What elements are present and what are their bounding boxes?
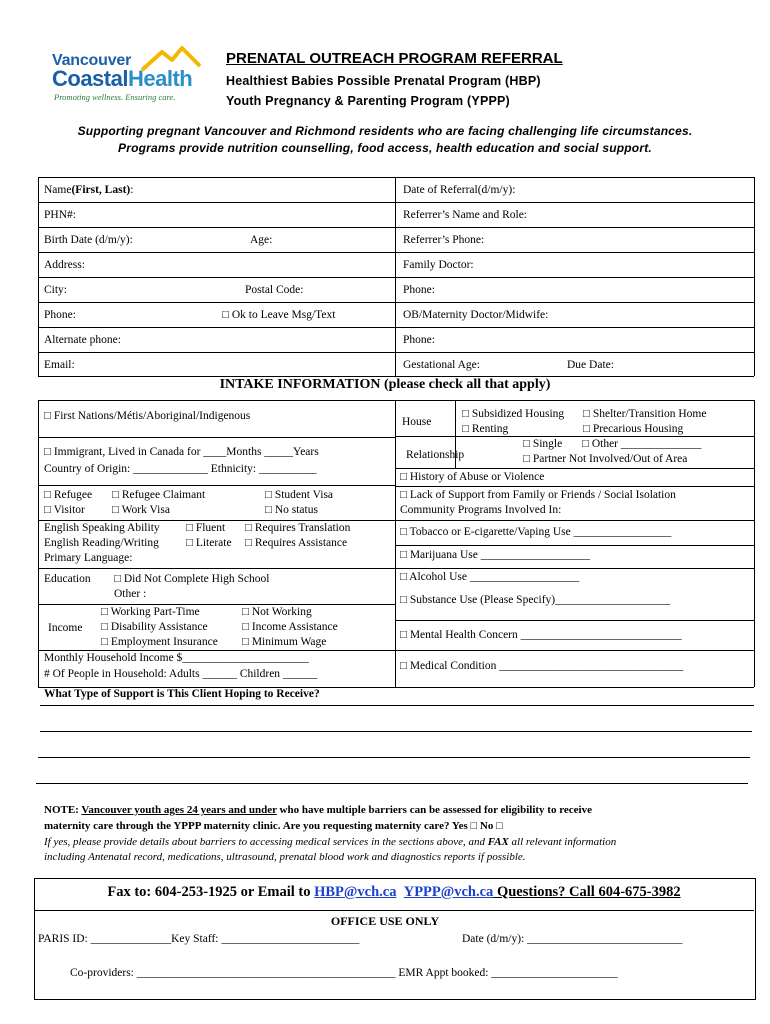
tobacco-checkbox[interactable]: □ Tobacco or E-cigarette/Vaping Use _________________ <box>400 526 672 538</box>
lack-support-checkbox[interactable]: □ Lack of Support from Family or Friends / Social Isolation <box>400 489 676 501</box>
referral-date-field[interactable]: Date of Referral(d/m/y): <box>403 184 516 196</box>
ob-phone-field[interactable]: Phone: <box>403 334 435 346</box>
age-field[interactable]: Age: <box>250 234 273 246</box>
disability-assistance-checkbox[interactable]: □ Disability Assistance <box>101 621 208 633</box>
employment-insurance-checkbox[interactable]: □ Employment Insurance <box>101 636 218 648</box>
did-not-complete-checkbox[interactable]: □ Did Not Complete High School <box>114 573 270 585</box>
working-part-time-checkbox[interactable]: □ Working Part-Time <box>101 606 200 618</box>
primary-language-field[interactable]: Primary Language: <box>44 552 133 564</box>
requires-translation-checkbox[interactable]: □ Requires Translation <box>245 522 351 534</box>
medical-condition-checkbox[interactable]: □ Medical Condition ________________________________ <box>400 660 684 672</box>
refugee-claimant-checkbox[interactable]: □ Refugee Claimant <box>112 489 206 501</box>
visitor-checkbox[interactable]: □ Visitor <box>44 504 85 516</box>
ok-msg-checkbox[interactable]: □ Ok to Leave Msg/Text <box>222 309 336 321</box>
fax-line: Fax to: 604-253-1925 or Email to HBP@vch.ca YPPP@vch.ca Questions? Call 604-675-3982 <box>107 884 681 900</box>
hbp-email-link[interactable]: HBP@vch.ca <box>314 884 397 900</box>
alcohol-checkbox[interactable]: □ Alcohol Use ___________________ <box>400 571 580 583</box>
email-field[interactable]: Email: <box>44 359 75 371</box>
refugee-checkbox[interactable]: □ Refugee <box>44 489 93 501</box>
support-answer-line-1[interactable] <box>40 705 754 706</box>
substance-checkbox[interactable]: □ Substance Use (Please Specify)____________________ <box>400 594 671 606</box>
no-status-checkbox[interactable]: □ No status <box>265 504 318 516</box>
income-label: Income <box>48 622 83 634</box>
tagline-1: Supporting pregnant Vancouver and Richmond residents who are facing challenging life circumstances. <box>77 124 693 138</box>
support-answer-line-4[interactable] <box>36 783 748 784</box>
family-doctor-phone-field[interactable]: Phone: <box>403 284 435 296</box>
page-title: PRENATAL OUTREACH PROGRAM REFERRAL <box>226 50 563 67</box>
literate-checkbox[interactable]: □ Literate <box>186 537 232 549</box>
gestational-age-field[interactable]: Gestational Age: <box>403 359 480 371</box>
student-visa-checkbox[interactable]: □ Student Visa <box>265 489 334 501</box>
country-of-origin-field[interactable]: Country of Origin: _____________ Ethnicity: __________ <box>44 463 317 475</box>
shelter-checkbox[interactable]: □ Shelter/Transition Home <box>583 408 707 420</box>
co-providers-field[interactable]: Co-providers: _____________________________________________ EMR Appt booked: ______________________ <box>70 967 618 979</box>
immigrant-checkbox[interactable]: □ Immigrant, Lived in Canada for ____Months _____Years <box>44 446 319 458</box>
not-working-checkbox[interactable]: □ Not Working <box>242 606 312 618</box>
ob-doctor-field[interactable]: OB/Maternity Doctor/Midwife: <box>403 309 549 321</box>
office-date-field[interactable]: Date (d/m/y): ___________________________ <box>462 933 683 945</box>
logo-vancouver: Vancouver <box>52 52 132 69</box>
note-line-2[interactable]: maternity care through the YPPP maternity clinic. Are you requesting maternity care? Yes □ No □ <box>44 820 503 832</box>
alternate-phone-field[interactable]: Alternate phone: <box>44 334 121 346</box>
abuse-checkbox[interactable]: □ History of Abuse or Violence <box>400 471 545 483</box>
family-doctor-field[interactable]: Family Doctor: <box>403 259 474 271</box>
education-label: Education <box>44 573 91 585</box>
name-field[interactable]: Name(First, Last): <box>44 184 134 196</box>
support-answer-line-3[interactable] <box>38 757 750 758</box>
relationship-other-checkbox[interactable]: □ Other ______________ <box>582 438 702 450</box>
address-field[interactable]: Address: <box>44 259 85 271</box>
requires-assistance-checkbox[interactable]: □ Requires Assistance <box>245 537 348 549</box>
logo-coastal-health: CoastalHealth <box>52 66 193 91</box>
renting-checkbox[interactable]: □ Renting <box>462 423 509 435</box>
program-yppp: Youth Pregnancy & Parenting Program (YPPP) <box>226 94 510 108</box>
house-label: House <box>402 416 432 428</box>
mental-health-checkbox[interactable]: □ Mental Health Concern ____________________________ <box>400 629 682 641</box>
single-checkbox[interactable]: □ Single <box>523 438 563 450</box>
partner-not-involved-checkbox[interactable]: □ Partner Not Involved/Out of Area <box>523 453 688 465</box>
community-programs-field[interactable]: Community Programs Involved In: <box>400 504 562 516</box>
logo-tagline: Promoting wellness. Ensuring care. <box>54 92 176 102</box>
due-date-field[interactable]: Due Date: <box>567 359 614 371</box>
program-hbp: Healthiest Babies Possible Prenatal Program (HBP) <box>226 74 541 88</box>
intake-heading: INTAKE INFORMATION (please check all that apply) <box>219 377 551 392</box>
first-nations-checkbox[interactable]: □ First Nations/Métis/Aboriginal/Indigenous <box>44 410 251 422</box>
phn-field[interactable]: PHN#: <box>44 209 76 221</box>
precarious-housing-checkbox[interactable]: □ Precarious Housing <box>583 423 684 435</box>
income-assistance-checkbox[interactable]: □ Income Assistance <box>242 621 338 633</box>
english-speaking-label: English Speaking Ability <box>44 522 160 534</box>
note-line-1: NOTE: Vancouver youth ages 24 years and under who have multiple barriers can be assessed for eligibility to receive <box>44 804 592 816</box>
fluent-checkbox[interactable]: □ Fluent <box>186 522 226 534</box>
note-line-3: If yes, please provide details about barriers to accessing medical services in the sections above, and FAX all relevant information <box>44 836 617 848</box>
paris-id-field[interactable]: PARIS ID: ______________Key Staff: ________________________ <box>38 933 360 945</box>
referrer-name-field[interactable]: Referrer’s Name and Role: <box>403 209 528 221</box>
relationship-label: Relationship <box>406 449 465 461</box>
education-other-field[interactable]: Other : <box>114 588 147 600</box>
subsidized-housing-checkbox[interactable]: □ Subsidized Housing <box>462 408 565 420</box>
birth-date-field[interactable]: Birth Date (d/m/y): <box>44 234 133 246</box>
work-visa-checkbox[interactable]: □ Work Visa <box>112 504 170 516</box>
support-question: What Type of Support is This Client Hoping to Receive? <box>44 688 320 700</box>
office-use-heading: OFFICE USE ONLY <box>330 914 440 928</box>
marijuana-checkbox[interactable]: □ Marijuana Use ___________________ <box>400 549 590 561</box>
yppp-email-link[interactable]: YPPP@vch.ca <box>403 884 494 900</box>
phone-field[interactable]: Phone: <box>44 309 76 321</box>
english-reading-label: English Reading/Writing <box>44 537 159 549</box>
referrer-phone-field[interactable]: Referrer’s Phone: <box>403 234 485 246</box>
monthly-income-field[interactable]: Monthly Household Income $______________________ <box>44 652 309 664</box>
postal-code-field[interactable]: Postal Code: <box>245 284 304 296</box>
note-line-4: including Antenatal record, medications, ultrasound, prenatal blood work and diagnostics reports if possible. <box>44 851 526 863</box>
tagline-2: Programs provide nutrition counselling, food access, health education and social support. <box>118 141 652 155</box>
support-answer-line-2[interactable] <box>40 731 752 732</box>
city-field[interactable]: City: <box>44 284 68 296</box>
minimum-wage-checkbox[interactable]: □ Minimum Wage <box>242 636 327 648</box>
household-size-field[interactable]: # Of People in Household: Adults ______ Children ______ <box>44 668 318 680</box>
